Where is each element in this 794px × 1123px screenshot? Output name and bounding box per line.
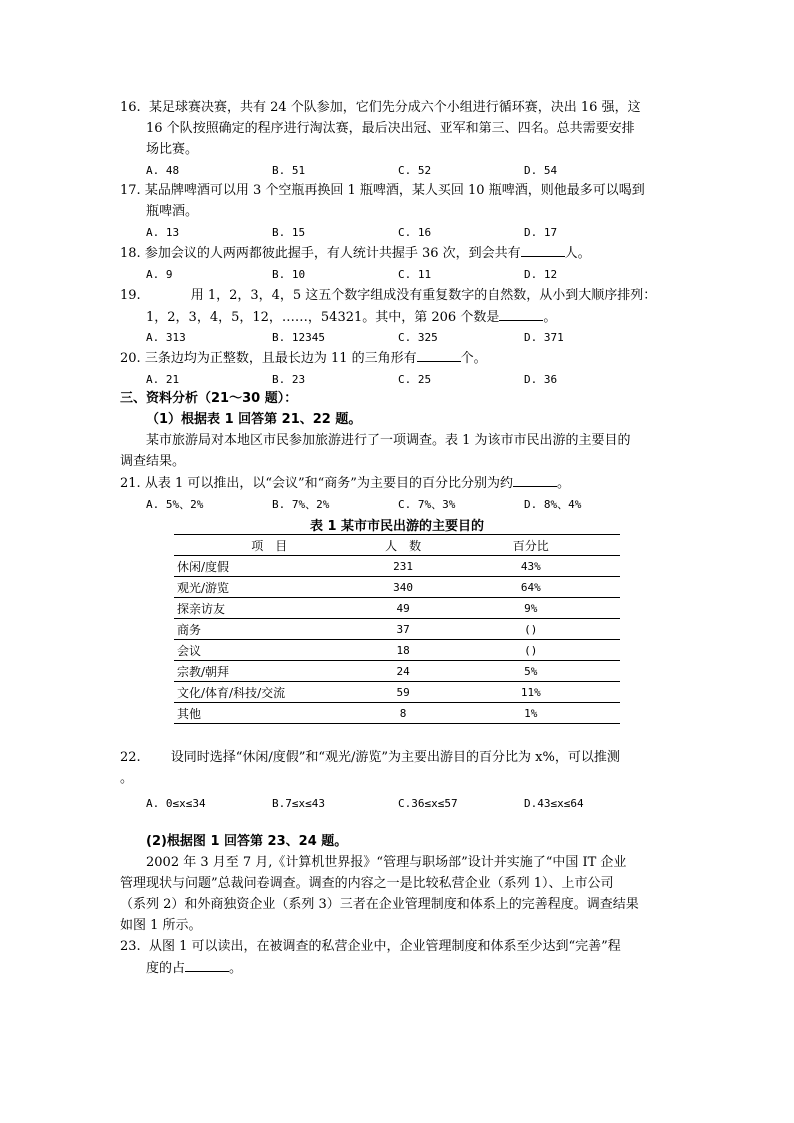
q22-line-2: 。 (120, 771, 134, 786)
q16-line-3: 场比赛。 (146, 142, 199, 157)
q19-number: 19. (120, 288, 141, 303)
q20-option-b: B. 23 (272, 373, 306, 386)
table-header-item: 项 目 (174, 535, 365, 556)
table-row: 探亲访友 49 9% (174, 598, 620, 619)
q23-line-2: 度的占 。 (146, 961, 243, 976)
section-3-part-2-heading: (2)根据图 1 回答第 23、24 题。 (146, 834, 348, 849)
part-2-intro-line-1: 2002 年 3 月至 7 月,《计算机世界报》“管理与职场部”设计并实施了“中国 IT 企业 (146, 855, 627, 870)
q21-option-b: B. 7%、2% (272, 498, 330, 511)
q21-option-c: C. 7%、3% (398, 498, 456, 511)
q16-option-a: A. 48 (146, 164, 180, 177)
part-2-intro-line-2: 管理现状与问题”总裁问卷调查。调查的内容之一是比较私营企业（系列 1）、上市公司 (120, 876, 614, 891)
q21-number: 21. (120, 476, 141, 491)
section-3-intro-line-2: 调查结果。 (120, 454, 186, 469)
section-3-intro-line-1: 某市旅游局对本地区市民参加旅游进行了一项调查。表 1 为该市市民出游的主要目的 (146, 433, 631, 448)
table-1-caption: 表 1 某市市民出游的主要目的 (309, 519, 485, 534)
q22-option-b: B.7≤x≤43 (272, 797, 325, 810)
q22-line-1: 22. 设同时选择“休闲/度假”和“观光/游览”为主要出游目的百分比为 x%，可以推测 (120, 750, 620, 765)
section-3-heading: 三、资料分析（21～30 题）： (120, 391, 298, 406)
q18-number: 18. (120, 246, 141, 261)
q22-option-c: C.36≤x≤57 (398, 797, 458, 810)
q18-answer-blank (521, 244, 565, 257)
table-header-percent: 百分比 (442, 535, 620, 556)
q16-option-d: D. 54 (524, 164, 558, 177)
q16-line-2: 16 个队按照确定的程序进行淘汰赛，最后决出冠、亚军和第三、四名。总共需要安排 (146, 121, 635, 136)
q18-option-a: A. 9 (146, 268, 173, 281)
q21-option-a: A. 5%、2% (146, 498, 204, 511)
q19-option-c: C. 325 (398, 331, 438, 344)
q16-line-1: 16. 某足球赛决赛，共有 24 个队参加，它们先分成六个小组进行循环赛，决出 16 强，这 (120, 100, 641, 115)
q18-option-d: D. 12 (524, 268, 558, 281)
q17-option-a: A. 13 (146, 226, 180, 239)
table-row: 文化/体育/科技/交流 59 11% (174, 682, 620, 703)
q18-option-c: C. 11 (398, 268, 432, 281)
table-1 (174, 534, 620, 724)
q22-number: 22. (120, 750, 141, 765)
q20-option-c: C. 25 (398, 373, 432, 386)
q19-line-1: 19. 用 1，2，3，4，5 这五个数字组成没有重复数字的自然数，从小到大顺序排列： (120, 288, 657, 303)
q19-answer-blank (499, 308, 543, 321)
q23-number: 23. (120, 939, 141, 954)
q19-option-a: A. 313 (146, 331, 186, 344)
q19-line-2: 1，2，3，4，5，12，……，54321。其中，第 206 个数是 。 (146, 310, 557, 325)
q18-line-1: 18. 参加会议的人两两都彼此握手，有人统计共握手 36 次，到会共有 人。 (120, 246, 591, 261)
q17-option-c: C. 16 (398, 226, 432, 239)
table-row: 宗教/朝拜 24 5% (174, 661, 620, 682)
table-row: 会议 18 () (174, 640, 620, 661)
q22-option-d: D.43≤x≤64 (524, 797, 584, 810)
q22-option-a: A. 0≤x≤34 (146, 797, 206, 810)
q17-option-d: D. 17 (524, 226, 558, 239)
q18-option-b: B. 10 (272, 268, 306, 281)
q21-line-1: 21. 从表 1 可以推出，以“会议”和“商务”为主要目的百分比分别为约 。 (120, 476, 570, 491)
q21-option-d: D. 8%、4% (524, 498, 582, 511)
table-row: 观光/游览 340 64% (174, 577, 620, 598)
q17-option-b: B. 15 (272, 226, 306, 239)
q16-number: 16. (120, 100, 141, 115)
q20-number: 20. (120, 351, 141, 366)
section-3-part-1-heading: （1）根据表 1 回答第 21、22 题。 (146, 412, 362, 427)
table-row: 休闲/度假 231 43% (174, 556, 620, 577)
q20-answer-blank (417, 349, 461, 362)
q20-option-d: D. 36 (524, 373, 558, 386)
q17-line-2: 瓶啤酒。 (146, 204, 199, 219)
q19-option-b: B. 12345 (272, 331, 325, 344)
q16-option-b: B. 51 (272, 164, 306, 177)
table-header-row (174, 535, 620, 556)
q17-line-1: 17. 某品牌啤酒可以用 3 个空瓶再换回 1 瓶啤酒，某人买回 10 瓶啤酒，则他最多可以喝到 (120, 183, 645, 198)
q23-answer-blank (185, 959, 229, 972)
q20-line-1: 20. 三条边均为正整数，且最长边为 11 的三角形有 个。 (120, 351, 487, 366)
q21-answer-blank (513, 474, 557, 487)
part-2-intro-line-3: （系列 2）和外商独资企业（系列 3）三者在企业管理制度和体系上的完善程度。调查结果 (120, 897, 639, 912)
table-header-count: 人 数 (365, 535, 442, 556)
q23-line-1: 23. 从图 1 可以读出，在被调查的私营企业中，企业管理制度和体系至少达到“完善”程 (120, 939, 621, 954)
q16-option-c: C. 52 (398, 164, 432, 177)
q19-option-d: D. 371 (524, 331, 564, 344)
q17-number: 17. (120, 183, 141, 198)
q20-option-a: A. 21 (146, 373, 180, 386)
table-row: 其他 8 1% (174, 703, 620, 724)
part-2-intro-line-4: 如图 1 所示。 (120, 918, 202, 933)
table-row: 商务 37 () (174, 619, 620, 640)
